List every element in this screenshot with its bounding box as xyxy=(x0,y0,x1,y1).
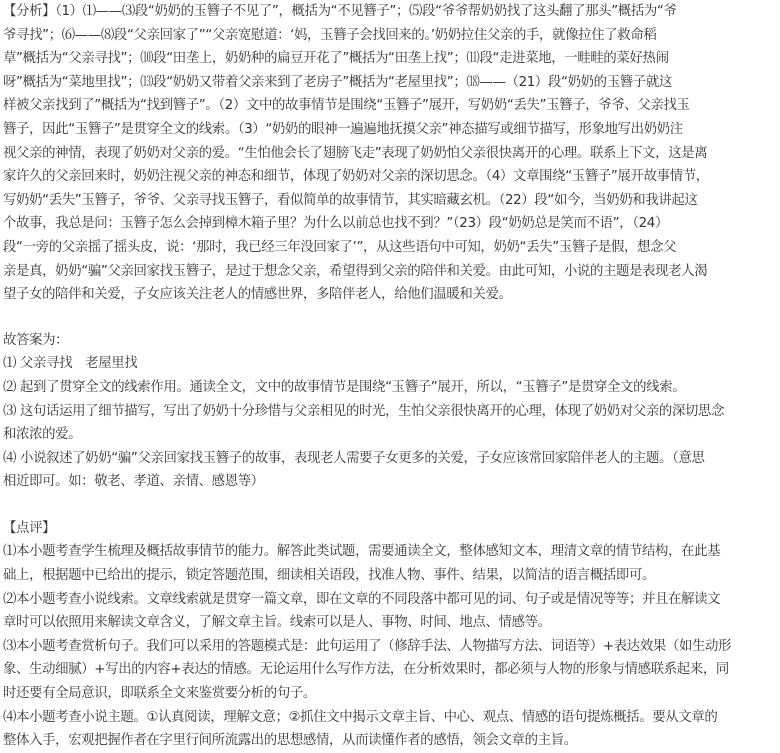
comment-line: 象、生动细腻）+写出的内容+表达的情感。无论运用什么写作方法，在分析效果时，都必须与人物的形象与情感联系起来，同 xyxy=(3,662,729,678)
answer-line: ⑵ 起到了贯穿全文的线索作用。通读全文，文中的故事情节是围绕“玉簪子”展开，所以，“玉簪子”是贯穿全文的线索。 xyxy=(3,379,686,395)
analysis-line: 呀”概括为“菜地里找”；⒀段“奶奶又带着父亲来到了老房子”概括为“老屋里找”；⒅——（21）段“奶奶的玉簪子就这 xyxy=(3,74,672,90)
answers-title: 故答案为： xyxy=(3,332,69,348)
comment-line: ⑷本小题考查小说主题。①认真阅读，理解文意；②抓住文中揭示文章主旨、中心、观点、情感的语句提炼概括。要从文章的 xyxy=(3,709,718,725)
analysis-line: 样被父亲找到了”概括为“找到簪子”。（2）文中的故事情节是围绕“玉簪子”展开，写奶奶“丢失”玉簪子，爷爷、父亲找玉 xyxy=(3,98,690,114)
analysis-section xyxy=(3,0,774,307)
answer-line: ⑶ 这句话运用了细节描写，写出了奶奶十分珍惜与父亲相见的时光，生怕父亲很快离开的心理，体现了奶奶对父亲的深切思念 xyxy=(3,403,725,419)
comment-line: 整体入手，宏观把握作者在字里行间所流露出的思想感情，从而读懂作者的感悟，领会文章的主旨。 xyxy=(3,733,577,749)
analysis-line: 视父亲的神情，表现了奶奶对父亲的爱。“生怕他会长了翅膀飞走”表现了奶奶怕父亲很快离开的心理。联系上下文，这是离 xyxy=(3,145,708,161)
answer-line: 相近即可。如：敬老、孝道、亲情、感恩等） xyxy=(3,474,264,490)
comment-line: 时还要有全局意识，即联系全文来鉴赏要分析的句子。 xyxy=(3,686,316,702)
analysis-paragraph xyxy=(3,0,774,307)
answers-section xyxy=(3,329,774,494)
comment-line: ⑴本小题考查学生梳理及概括故事情节的能力。解答此类试题，需要通读全文，整体感知文本，理清文章的情节结构，在此基 xyxy=(3,544,721,560)
comment-title: 【点评】 xyxy=(3,520,56,536)
answer-line: 和浓浓的爱。 xyxy=(3,427,82,443)
analysis-line: 草”概括为“父亲寻找”；⑽段“田垄上，奶奶种的扁豆开花了”概括为“田垄上找”；⑾段“走进菜地，一畦畦的菜好热闹 xyxy=(3,51,669,67)
answer-line: ⑴ 父亲寻找 老屋里找 xyxy=(3,356,138,372)
comment-line: 础上，根据题中已给出的提示，锁定答题范围，细读相关语段，找准人物、事件、结果，以简洁的语言概括即可。 xyxy=(3,568,656,584)
comment-section xyxy=(3,517,774,753)
analysis-line: 爷寻找”；⑹——⑻段“父亲回家了”“父亲宽慰道：‘妈，玉簪子会找回来的。’奶奶拉住父亲的手，就像拉住了救命稻 xyxy=(3,27,657,43)
comment-line: 章时可以依照用来解读文章含义，了解文章主旨。线索可以是人、事物、时间、地点、情感等。 xyxy=(3,615,551,631)
analysis-line: 亲是真，奶奶“骗”父亲回家找玉簪子，是过于想念父亲，希望得到父亲的陪伴和关爱。由此可知，小说的主题是表现老人渴 xyxy=(3,263,708,279)
comment-line: ⑶本小题考查赏析句子。我们可以采用的答题模式是：此句运用了（修辞手法、人物描写方法、词语等）+表达效果（如生动形 xyxy=(3,638,732,654)
answers-list xyxy=(3,352,774,494)
analysis-line: 段“一旁的父亲摇了摇头皮，说：‘那时，我已经三年没回家了’”，从这些语句中可知，奶奶“丢失”玉簪子是假，想念父 xyxy=(3,239,677,255)
analysis-line: 望子女的陪伴和关爱，子女应该关注老人的情感世界，多陪伴老人，给他们温暖和关爱。 xyxy=(3,287,512,303)
comment-line: ⑵本小题考查小说线索。文章线索就是贯穿一篇文章，即在文章的不同段落中都可见的词、句子或是情况等等；并且在解读文 xyxy=(3,591,721,607)
comment-list xyxy=(3,540,774,752)
analysis-line: 簪子，因此“玉簪子”是贯穿全文的线索。（3）“奶奶的眼神一遍遍地抚摸父亲”神态描写或细节描写，形象地写出奶奶注 xyxy=(3,121,683,137)
analysis-line: 个故事，我总是问：玉簪子怎么会掉到樟木箱子里？为什么以前总也找不到？”（23）段“奶奶总是笑而不语”，（24） xyxy=(3,216,668,232)
answer-line: ⑷ 小说叙述了奶奶“骗”父亲回家找玉簪子的故事，表现老人需要子女更多的关爱，子女应该常回家陪伴老人的主题。（意思 xyxy=(3,450,705,466)
analysis-line: 家许久的父亲回来时，奶奶注视父亲的神态和细节，体现了奶奶对父亲的深切思念。（4）文章围绕“玉簪子”展开故事情节， xyxy=(3,169,709,185)
analysis-line: 写奶奶“丢失”玉簪子，爷爷、父亲寻找玉簪子，看似简单的故事情节，其实暗藏玄机。（22）段“如今，当奶奶和我讲起这 xyxy=(3,192,698,208)
analysis-line: 【分析】（1）⑴——⑶段“奶奶的玉簪子不见了”，概括为“不见簪子”；⑸段“爷爷帮奶奶找了这头翻了那头”概括为“爷 xyxy=(3,4,677,19)
